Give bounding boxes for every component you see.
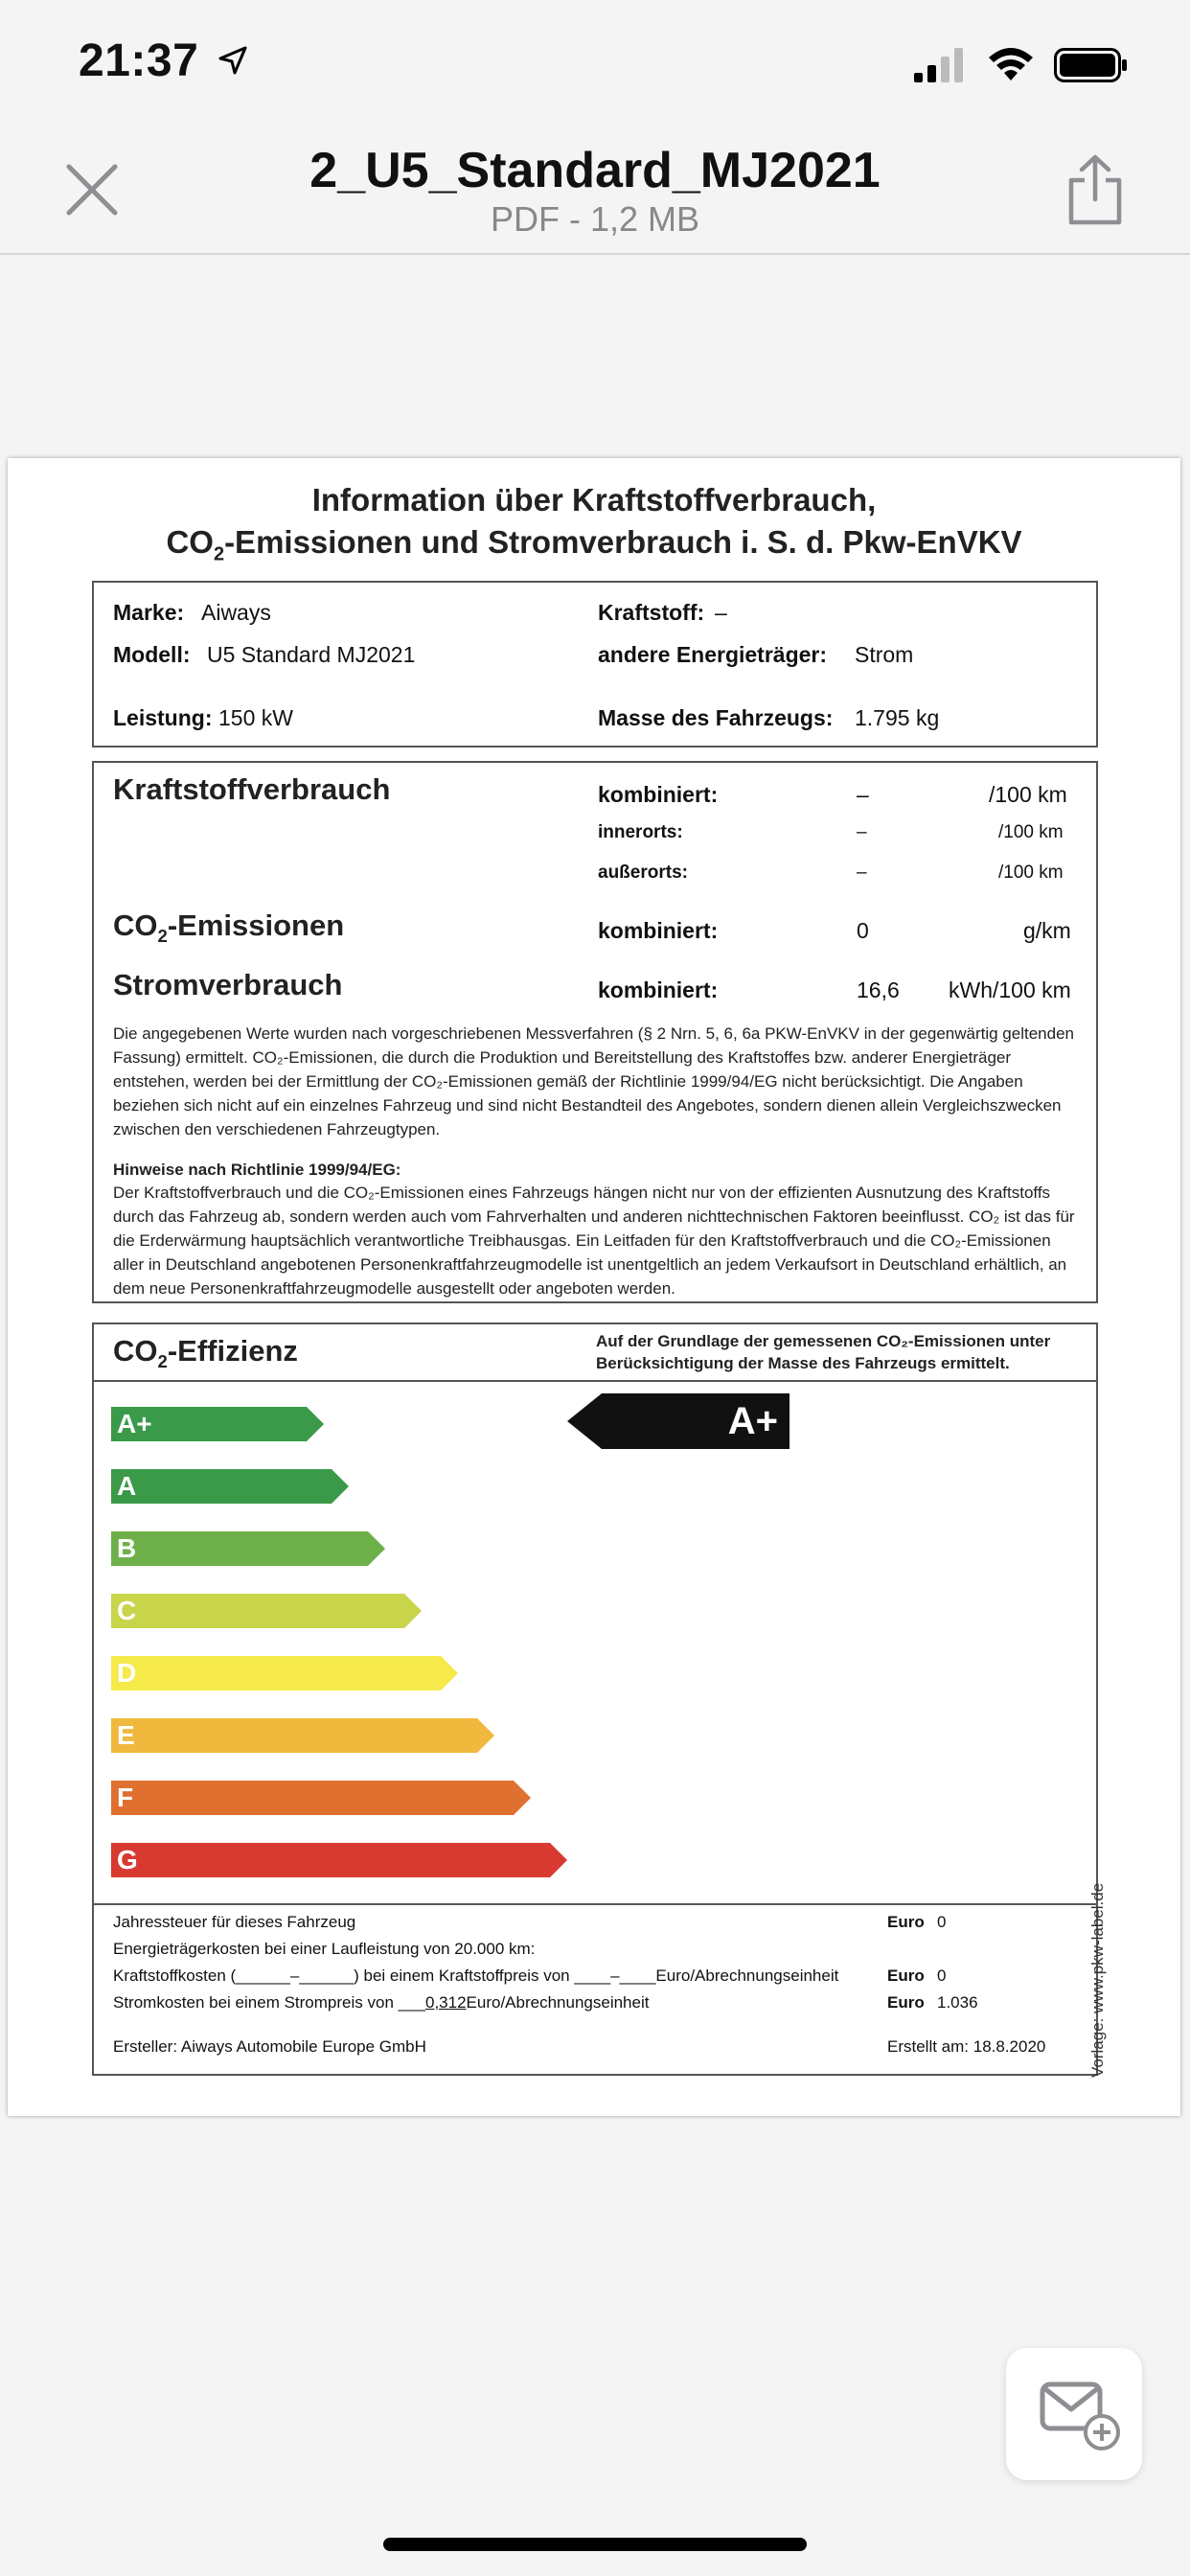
energiekosten-label: Energieträgerkosten bei einer Laufleistung von 20.000 km:	[113, 1940, 536, 1958]
kraftstoffverbrauch-heading: Kraftstoffverbrauch	[113, 772, 391, 806]
jahressteuer-value: 0	[937, 1913, 947, 1931]
masse-label: Masse des Fahrzeugs:	[598, 705, 834, 730]
consumption-box	[92, 761, 1098, 1303]
marke-value: Aiways	[201, 600, 271, 625]
efficiency-class-a-plus: A+	[111, 1407, 307, 1441]
strom-unit: kWh/100 km	[949, 978, 1071, 1002]
stromkosten-label: Stromkosten bei einem Strompreis von ___0,312Euro/Abrechnungseinheit	[113, 1993, 650, 2012]
title-line-1: Information über Kraftstoffverbrauch,	[311, 482, 877, 518]
home-indicator[interactable]	[383, 2538, 807, 2551]
efficiency-footer-divider	[94, 1903, 1096, 1905]
efficiency-class-e: E	[111, 1718, 477, 1753]
efficiency-header-divider	[94, 1380, 1096, 1382]
markup-mail-button[interactable]	[1006, 2348, 1142, 2480]
leistung-value: 150 kW	[218, 705, 293, 730]
ausserorts-value: –	[857, 862, 867, 883]
andere-energietraeger-label: andere Energieträger:	[598, 642, 828, 667]
euro-label-1: Euro	[887, 1913, 925, 1931]
kraftstoffkosten-value: 0	[937, 1966, 947, 1985]
label-title	[8, 479, 1180, 576]
efficiency-class-b: B	[111, 1531, 368, 1566]
leistung-label: Leistung:	[113, 705, 213, 730]
co2-kombiniert-label: kombiniert:	[598, 918, 719, 943]
co2-value: 0	[857, 918, 869, 943]
efficiency-rating-indicator: A+	[602, 1393, 790, 1449]
innerorts-unit: /100 km	[998, 822, 1064, 842]
kraftstoff-kombiniert-unit: /100 km	[989, 782, 1067, 807]
efficiency-class-c: C	[111, 1594, 404, 1628]
co2-unit: g/km	[1023, 918, 1071, 943]
status-bar	[0, 0, 1190, 126]
strom-kombiniert-label: kombiniert:	[598, 978, 719, 1002]
effizienz-basis-text: Auf der Grundlage der gemessenen CO₂-Emissionen unter Berücksichtigung der Masse des Fahrzeugs ermittelt.	[596, 1332, 1051, 1372]
efficiency-class-g: G	[111, 1843, 550, 1877]
ersteller-text: Ersteller: Aiways Automobile Europe GmbH	[113, 2037, 426, 2056]
pdf-page[interactable]	[8, 458, 1180, 2116]
battery-icon	[1054, 48, 1129, 82]
messverfahren-note: Die angegebenen Werte wurden nach vorgeschriebenen Messverfahren (§ 2 Nrn. 5, 6, 6a PKW-EnVKV in der gegenwärtig geltenden Fassung) ermittelt. CO₂-Emissionen, die durch die Produktion und Bereitstellung des Kraftstoffes bzw. anderer Energieträger entstehen, werden bei der Ermittlung der CO₂-Emissionen gemäß der Richtlinie 1999/94/EG nicht berücksichtigt. Die Angaben beziehen sich nicht auf ein einzelnes Fahrzeug und sind nicht Bestandteil des Angebotes, sondern dienen allein Vergleichszwecken zwischen den verschiedenen Fahrzeugtypen.	[113, 1024, 1074, 1138]
location-arrow-icon	[218, 46, 247, 75]
innerorts-value: –	[857, 822, 867, 842]
ausserorts-unit: /100 km	[998, 862, 1064, 883]
vorlage-text: Vorlage: www.pkw-label.de	[1088, 1882, 1107, 2078]
kraftstoffkosten-label: Kraftstoffkosten (______–______) bei einem Kraftstoffpreis von ____–____Euro/Abrechnungseinheit	[113, 1966, 839, 1985]
richtlinie-heading: Hinweise nach Richtlinie 1999/94/EG:	[113, 1161, 401, 1179]
title-line-2: $CO_2$-Emissionen und Stromverbrauch i. S. d. Pkw-EnVKV	[166, 524, 1022, 565]
efficiency-class-f: F	[111, 1781, 514, 1815]
stromverbrauch-heading: Stromverbrauch	[113, 968, 343, 1001]
share-icon[interactable]	[1064, 153, 1127, 226]
strom-value: 16,6	[857, 978, 900, 1002]
stromkosten-value: 1.036	[937, 1993, 978, 2012]
euro-label-3: Euro	[887, 1993, 925, 2012]
modell-label: Modell:	[113, 642, 191, 667]
andere-energietraeger-value: Strom	[855, 642, 914, 667]
euro-label-2: Euro	[887, 1966, 925, 1985]
cellular-signal-icon	[914, 48, 966, 82]
navigation-bar	[0, 126, 1190, 255]
vehicle-info-box	[92, 581, 1098, 748]
wifi-icon	[987, 46, 1035, 82]
erstellt-date: Erstellt am: 18.8.2020	[887, 2037, 1046, 2056]
masse-value: 1.795 kg	[855, 705, 940, 730]
jahressteuer-label: Jahressteuer für dieses Fahrzeug	[113, 1913, 356, 1931]
document-subtitle: PDF - 1,2 MB	[490, 199, 700, 239]
kraftstoff-value: –	[715, 600, 727, 625]
ausserorts-label: außerorts:	[598, 862, 688, 883]
mail-add-icon	[1006, 2348, 1142, 2480]
modell-value: U5 Standard MJ2021	[207, 642, 416, 667]
kraftstoff-label: Kraftstoff:	[598, 600, 705, 625]
efficiency-class-a: A	[111, 1469, 332, 1504]
innerorts-label: innerorts:	[598, 822, 683, 842]
co2-effizienz-heading: $CO_2$-Effizienz	[113, 1334, 298, 1372]
status-time: 21:37	[79, 35, 199, 86]
co2-emissionen-heading: $CO_2$-Emissionen	[113, 908, 345, 947]
richtlinie-note: Der Kraftstoffverbrauch und die CO₂-Emissionen eines Fahrzeugs hängen nicht nur von der effizienten Ausnutzung des Kraftstoffs durch das Fahrzeug ab, sondern werden auch vom Fahrverhalten und anderen nichttechnischen Faktoren beeinflusst. CO₂ ist das für die Erderwärmung hauptsächlich verantwortliche Treibhausgas. Ein Leitfaden für den Kraftstoffverbrauch und die CO₂-Emissionen aller in Deutschland angebotenen Personenkraftfahrzeugmodelle ist unentgeltlich an jedem Verkaufsort in Deutschland erhältlich, an dem neue Personenkraftfahrzeugmodelle ausgestellt oder angeboten werden.	[113, 1184, 1075, 1298]
kombiniert-label: kombiniert:	[598, 782, 719, 807]
document-title: 2_U5_Standard_MJ2021	[309, 143, 881, 198]
kraftstoff-kombiniert-value: –	[857, 782, 869, 807]
marke-label: Marke:	[113, 600, 185, 625]
efficiency-class-d: D	[111, 1656, 441, 1690]
